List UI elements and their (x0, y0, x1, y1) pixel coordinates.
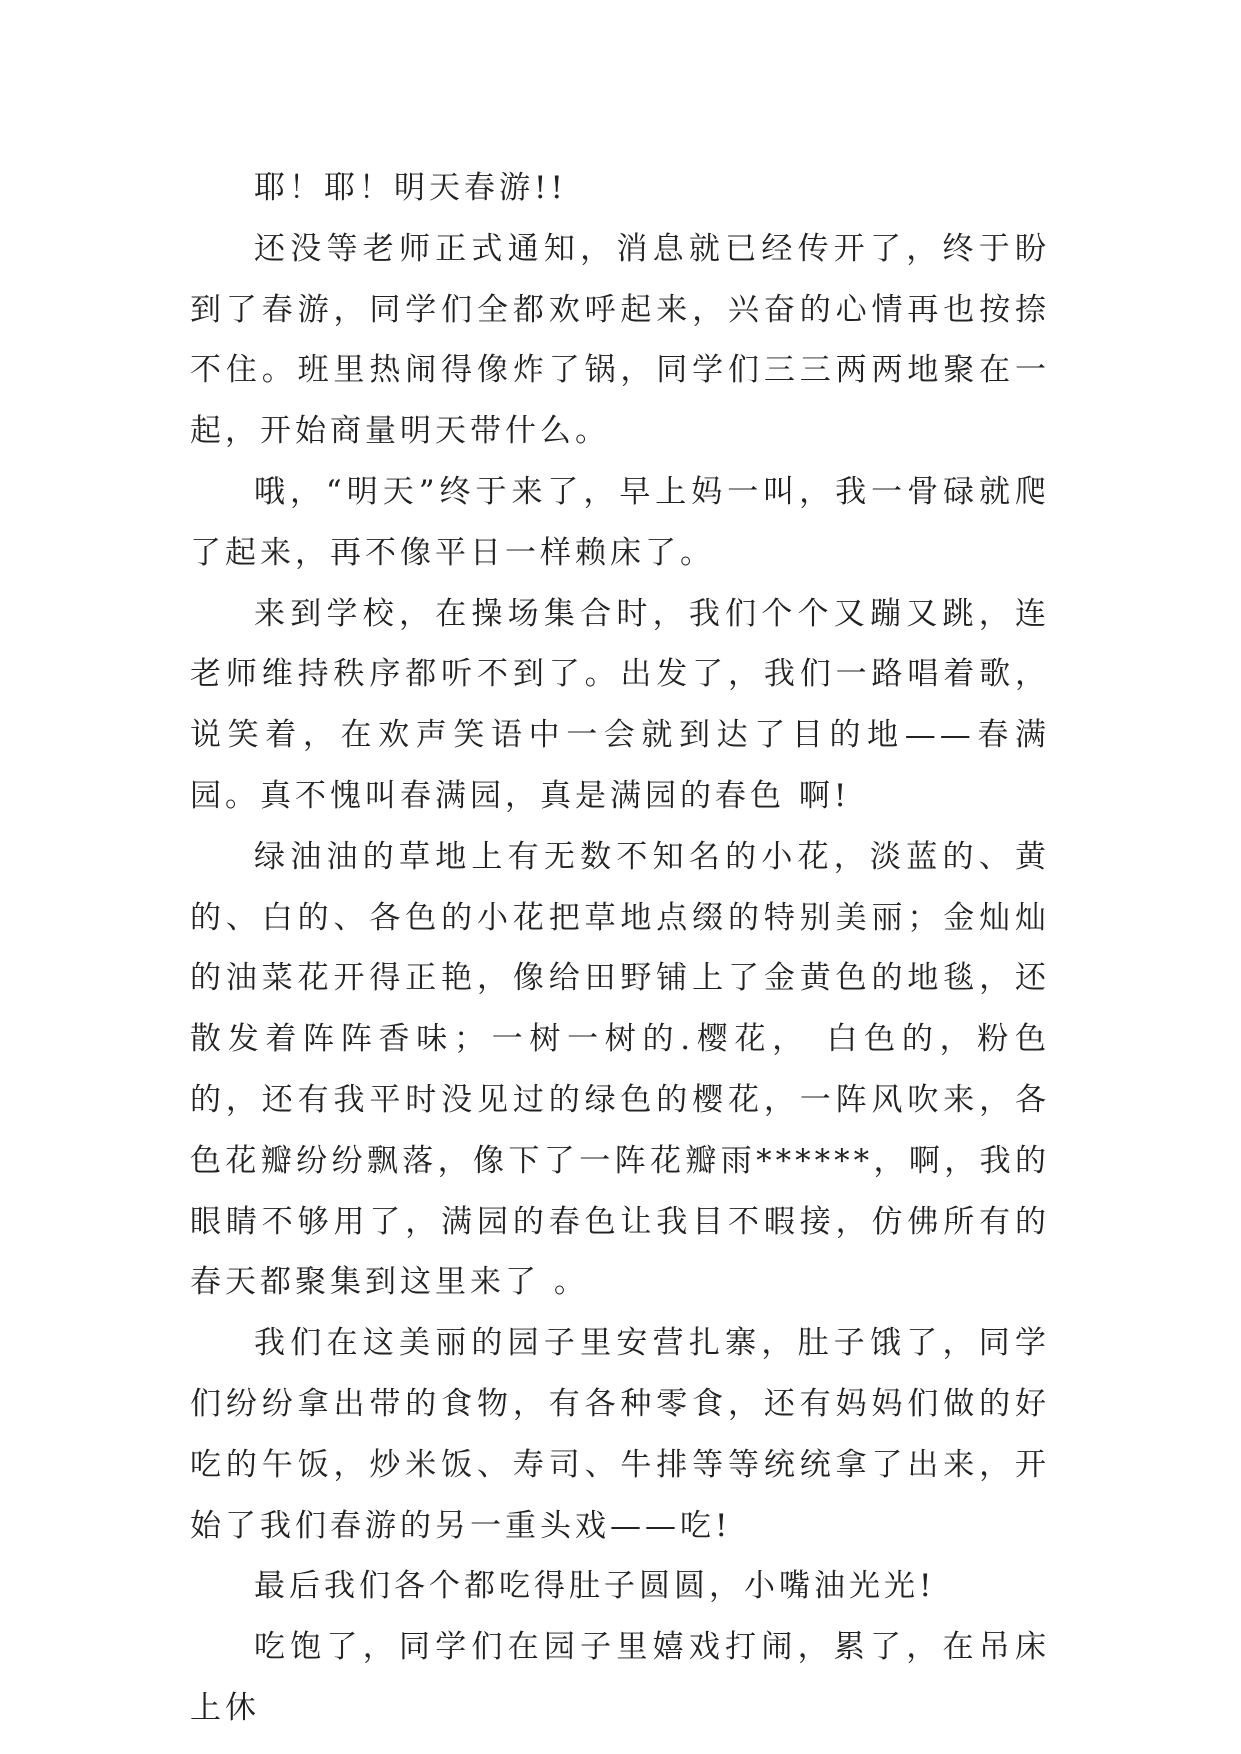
paragraph-5: 绿油油的草地上有无数不知名的小花，淡蓝的、黄的、白的、各色的小花把草地点缀的特别美丽；金灿灿的油菜花开得正艳，像给田野铺上了金黄色的地毯，还散发着阵阵香味；一树一树的.樱花， 白色的，粉色的，还有我平时没见过的绿色的樱花，一阵风吹来，各色花瓣纷纷飘落，像下了一阵花瓣雨******，啊，我的眼睛不够用了，满园的春色让我目不暇接，仿佛所有的春天都聚集到这里来了 。 (190, 838, 1050, 1301)
paragraph-4: 来到学校，在操场集合时，我们个个又蹦又跳，连老师维持秩序都听不到了。出发了，我们一路唱着歌，说笑着，在欢声笑语中一会就到达了目的地——春满园。真不愧叫春满园，真是满园的春色 啊! (190, 595, 1050, 814)
paragraph-3: 哦，“明天”终于来了，早上妈一叫，我一骨碌就爬了起来，再不像平日一样赖床了。 (190, 473, 1050, 571)
article-body (190, 158, 1050, 1739)
paragraph-1: 耶！耶！明天春游!! (254, 170, 567, 206)
paragraph-2: 还没等老师正式通知，消息就已经传开了，终于盼到了春游，同学们全都欢呼起来，兴奋的心情再也按捺不住。班里热闹得像炸了锅，同学们三三两两地聚在一起，开始商量明天带什么。 (190, 230, 1050, 450)
paragraph-8: 吃饱了，同学们在园子里嬉戏打闹，累了，在吊床上休 (190, 1629, 1050, 1726)
paragraph-6: 我们在这美丽的园子里安营扎寨，肚子饿了，同学们纷纷拿出带的食物，有各种零食，还有妈妈们做的好吃的午饭，炒米饭、寿司、牛排等等统统拿了出来，开始了我们春游的另一重头戏——吃! (190, 1325, 1050, 1544)
paragraph-7: 最后我们各个都吃得肚子圆圆，小嘴油光光! (254, 1568, 936, 1605)
